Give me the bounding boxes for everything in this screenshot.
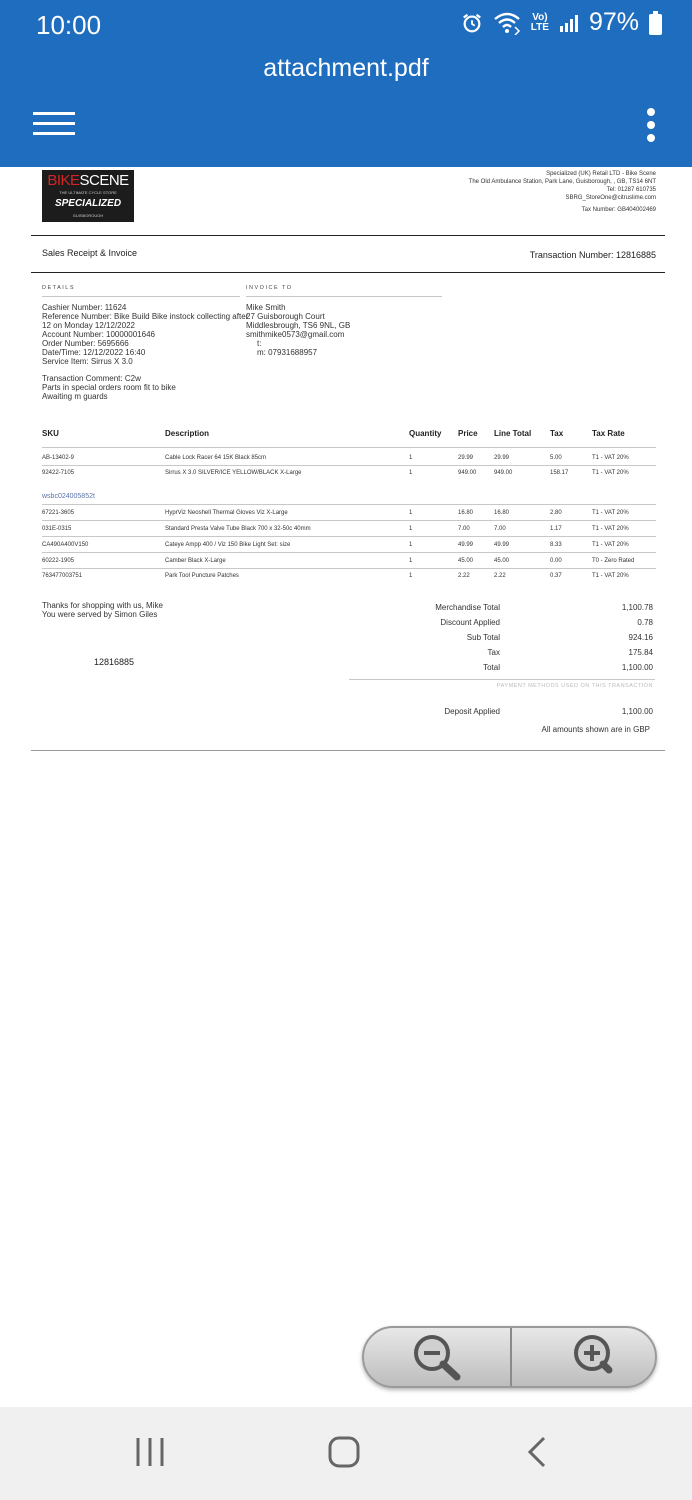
status-time: 10:00 (36, 10, 102, 40)
menu-icon[interactable] (33, 112, 75, 136)
col-tax: Tax (550, 429, 564, 438)
navigation-bar (0, 1407, 692, 1500)
more-vert-icon[interactable] (646, 108, 656, 142)
barcode-number: 12816885 (94, 657, 135, 667)
signal-icon (559, 13, 579, 33)
company-address: Specialized (UK) Retail LTD - Bike Scene The Old Ambulance Station, Park Lane, Guisborough, , GB, TS14 6NT Tel: 01287 610735 SBRG_StoreOne@citruslime.com Tax Number: GB404002469 (468, 171, 656, 213)
back-icon[interactable] (524, 1435, 552, 1469)
document-title: attachment.pdf (263, 54, 429, 82)
invoice-to-label: INVOICE TO (246, 285, 293, 291)
deposit-value: 1,100.00 (621, 707, 653, 716)
zoom-out-button[interactable] (364, 1328, 511, 1386)
col-tax-rate: Tax Rate (592, 429, 625, 438)
home-icon[interactable] (327, 1435, 361, 1469)
zoom-in-icon (558, 1331, 614, 1383)
lte-indicator: Vo) LTE (530, 11, 549, 33)
col-line-total: Line Total (494, 429, 532, 438)
transaction-number: Transaction Number: 12816885 (529, 250, 656, 260)
totals-values: 1,100.78 0.78 924.16 175.84 1,100.00 (621, 603, 653, 672)
col-description: Description (165, 429, 210, 438)
app-bar (0, 48, 692, 167)
invoice-to-block: Mike Smith 27 Guisborough Court Middlesbrough, TS6 9NL, GB smithmike0573@gmail.com t: m: 07931688957 (246, 303, 351, 357)
zoom-in-button[interactable] (512, 1328, 657, 1386)
col-price: Price (458, 429, 478, 438)
serial-number: wsbc024005852t (42, 493, 95, 500)
totals-labels: Merchandise Total Discount Applied Sub Total Tax Total (435, 603, 500, 672)
wifi-calling-icon (493, 11, 521, 35)
details-block: Cashier Number: 11624 Reference Number: Bike Build Bike instock collecting after 12 on Monday 12/12/2022 Account Number: 10000001646 Order Number: 5695666 Date/Time: 12/12/2022 16:40 Service Item: Sirrus X 3.0 Transaction Comment: C2w Parts in special orders room fit to bike Awaiting m guards (42, 303, 249, 401)
currency-note: All amounts shown are in GBP (541, 725, 650, 734)
battery-percent: 97% (588, 8, 639, 36)
status-bar (0, 0, 692, 48)
receipt-heading: Sales Receipt & Invoice (42, 248, 138, 258)
battery-icon (649, 11, 662, 35)
zoom-out-icon (410, 1331, 466, 1383)
pdf-page[interactable]: BIKESCENE THE ULTIMATE CYCLE STORE SPECIALIZED GUISBOROUGH Specialized (UK) Retail LTD - Bike Scene The Old Ambulance Station, Park Lane, Guisborough, , GB, TS14 6NT Tel: 01287 610735 SBRG_StoreOne@citruslime.com Tax Number: GB404002469 Sales Receipt & Invoice Transaction Number: 12816885 DETAILS Cashier Number: 11624 Reference Number: Bike Build Bike instock collecting after 12 on Monday 12/12/2022 Account Number: 10000001646 Order Number: 5695666 Date/Time: 12/12/2022 16:40 Service Item: Sirrus X 3.0 Transaction Comment: C2w Parts in special orders room fit to bike Awaiting m guards INVOICE TO Mike Smith 27 Guisborough Court Middlesbrough, TS6 9NL, GB smithmike0573@gmail.com t: m: 07931688957 SKU Description Quantity Price Line Total Tax Tax Rate AB-13402-9 Cable Lock Racer 64 15K Black 85cm 1 29.99 29.99 5.00 T1 - VAT 20% 92422-7105 Sirrus X 3.0 SILVER/ICE YELLOW/BLACK X-Large 1 949.00 949.00 158.17 T1 - VAT 20% wsbc024005852t 67221-3605 HyprViz Neoshell Thermal Gloves Viz X-Large 1 16.80 16.80 2.80 T1 - VAT 20% 031E-0315 Standard Presta Valve Tube Black 700 x 32-50c 40mm 1 7.00 7.00 1.17 T1 - VAT 20% CA490A400V150 Cateye Ampp 400 / Viz 150 Bike Light Set: size 1 49.99 49.99 8.33 T1 - VAT 20% 60222-1905 Camber Black X-Large 1 45.00 45.00 0.00 T0 - Zero Rated 763477003751 Park Tool Puncture Patches 1 2.22 2.22 0.37 T1 - VAT 20% Thanks for shopping with us, Mike You were served by Simon Giles 12816885 Merchandise Total Discount Applied Sub Total Tax Total 1,100.78 0.78 924.16 175.84 1,100.00 PAYMENT METHODS USED ON THIS TRANSACTION Deposit Applied 1,100.00 All amounts shown are in GBP (0, 167, 692, 1407)
col-quantity: Quantity (409, 429, 442, 438)
zoom-control (362, 1326, 657, 1388)
alarm-icon (461, 12, 483, 34)
store-logo: BIKESCENE THE ULTIMATE CYCLE STORE SPECIALIZED GUISBOROUGH (42, 170, 134, 222)
details-label: DETAILS (42, 285, 76, 291)
recents-icon[interactable] (132, 1435, 168, 1469)
payment-methods-label: PAYMENT METHODS USED ON THIS TRANSACTION (496, 683, 653, 689)
status-icons (461, 8, 662, 37)
deposit-label: Deposit Applied (444, 707, 500, 716)
thanks-message: Thanks for shopping with us, Mike You were served by Simon Giles (42, 601, 163, 619)
col-sku: SKU (42, 429, 59, 438)
